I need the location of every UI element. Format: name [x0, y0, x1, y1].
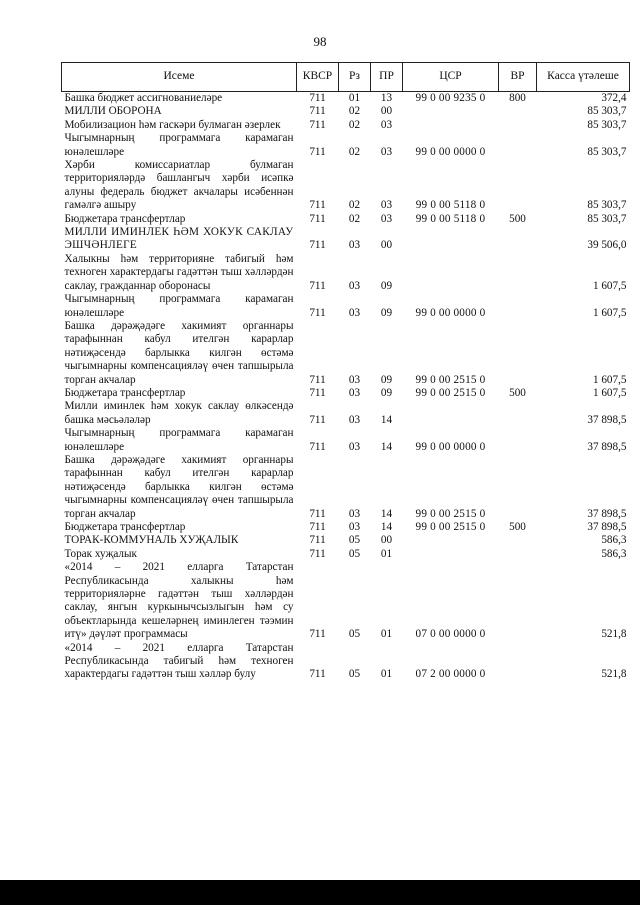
row-csr: 99 0 00 0000 0 — [415, 440, 486, 453]
row-pr: 03 — [380, 212, 393, 225]
table-row — [62, 226, 630, 253]
row-csr — [403, 534, 499, 547]
row-vr — [499, 105, 537, 118]
row-csr — [403, 400, 499, 427]
row-name: Бюджетара трансфертлар — [64, 386, 186, 399]
header-kvsr: КВСР — [297, 63, 339, 92]
row-name: Чыгымнарның программага карамаган юнәлешләре — [64, 427, 294, 453]
row-name: МИЛЛИ ИМИНЛЕК ҺӘМ ХОКУК САКЛАУ ЭШЧӘНЛЕГЕ — [64, 226, 294, 252]
row-rz: 03 — [348, 386, 361, 399]
row-amount: 37 898,5 — [587, 507, 627, 520]
row-pr: 09 — [380, 279, 393, 292]
row-kvsr: 711 — [309, 668, 326, 681]
row-amount: 37 898,5 — [587, 440, 627, 453]
row-pr: 13 — [380, 92, 393, 104]
row-vr: 500 — [509, 386, 526, 399]
row-kvsr: 711 — [309, 628, 326, 641]
row-kvsr: 711 — [309, 92, 326, 104]
row-amount: 85 303,7 — [587, 212, 627, 225]
budget-table — [61, 62, 630, 682]
row-rz: 02 — [348, 105, 361, 118]
row-pr: 14 — [380, 440, 393, 453]
page-number: 98 — [313, 34, 327, 49]
row-rz: 03 — [348, 373, 361, 386]
row-csr: 99 0 00 5118 0 — [415, 212, 486, 225]
row-kvsr: 711 — [309, 279, 326, 292]
row-kvsr: 711 — [309, 521, 326, 533]
row-name: Башка бюджет ассигнованиеләре — [64, 92, 223, 104]
table-row — [62, 534, 630, 547]
row-pr: 03 — [380, 118, 393, 131]
row-amount: 85 303,7 — [587, 105, 627, 118]
row-amount: 85 303,7 — [587, 145, 627, 158]
header-pr: ПР — [371, 63, 403, 92]
table-row — [62, 159, 630, 213]
table-row — [62, 213, 630, 226]
row-rz: 03 — [348, 440, 361, 453]
header-rz: Рз — [339, 63, 371, 92]
row-kvsr: 711 — [309, 145, 326, 158]
row-csr — [403, 105, 499, 118]
row-csr: 99 0 00 5118 0 — [415, 199, 486, 212]
row-pr: 14 — [380, 413, 393, 426]
row-csr — [403, 119, 499, 132]
row-vr — [499, 548, 537, 561]
table-row — [62, 92, 630, 106]
row-csr — [403, 548, 499, 561]
row-name: ТОРАК-КОММУНАЛЬ ХУҖАЛЫК — [64, 534, 239, 547]
row-kvsr: 711 — [309, 386, 326, 399]
row-rz: 03 — [348, 507, 361, 520]
row-rz: 02 — [348, 199, 361, 212]
row-name: «2014 – 2021 елларга Татарстан Республикасында халыкны һәм территорияләрне гадәттән тыш хәлләрдән саклау, янгын куркынычсызлыгын һәм су объектларында кешеләрнең иминлеген тәэмин итү» дәүләт программасы — [64, 561, 294, 641]
row-vr — [499, 159, 537, 213]
row-rz: 03 — [348, 413, 361, 426]
row-name: Милли иминлек һәм хокук саклау өлкәсендә башка мәсьәләләр — [64, 400, 294, 426]
row-kvsr: 711 — [309, 373, 326, 386]
header-name: Исеме — [62, 63, 297, 92]
row-amount: 372,4 — [601, 92, 627, 104]
row-csr — [403, 226, 499, 253]
row-rz: 03 — [348, 279, 361, 292]
row-csr — [403, 253, 499, 293]
row-csr: 07 2 00 0000 0 — [415, 668, 486, 681]
row-vr — [499, 293, 537, 320]
row-pr: 01 — [380, 668, 393, 681]
row-name: Бюджетара трансфертлар — [64, 212, 186, 225]
row-amount: 37 898,5 — [587, 413, 627, 426]
row-vr — [499, 400, 537, 427]
row-pr: 00 — [380, 105, 393, 118]
table-row — [62, 642, 630, 682]
row-name: Торак хуҗалык — [64, 547, 137, 560]
row-kvsr: 711 — [309, 413, 326, 426]
row-amount: 521,8 — [601, 628, 627, 641]
row-name: МИЛЛИ ОБОРОНА — [64, 105, 162, 118]
row-kvsr: 711 — [309, 440, 326, 453]
row-name: Халыкны һәм территорияне табигый һәм техноген характердагы гадәттән тыш хәлләрдән саклау, гражданнар оборонасы — [64, 252, 294, 292]
row-pr: 00 — [380, 239, 393, 252]
row-csr: 99 0 00 2515 0 — [415, 507, 486, 520]
row-vr — [499, 253, 537, 293]
row-kvsr: 711 — [309, 105, 326, 118]
row-amount: 1 607,5 — [592, 306, 627, 319]
header-vr: ВР — [499, 63, 537, 92]
row-amount: 1 607,5 — [592, 279, 627, 292]
row-csr: 99 0 00 9235 0 — [415, 92, 486, 104]
table-row — [62, 119, 630, 132]
table-header-row — [62, 63, 630, 92]
row-vr — [499, 226, 537, 253]
row-amount: 39 506,0 — [587, 239, 627, 252]
scan-bottom-edge — [0, 880, 640, 905]
row-pr: 01 — [380, 628, 393, 641]
row-name: Бюджетара трансфертлар — [64, 521, 186, 533]
header-amount: Касса үтәлеше — [537, 63, 630, 92]
row-vr — [499, 427, 537, 454]
table-row — [62, 400, 630, 427]
row-csr: 99 0 00 2515 0 — [415, 373, 486, 386]
row-pr: 03 — [380, 199, 393, 212]
row-pr: 09 — [380, 373, 393, 386]
row-pr: 14 — [380, 507, 393, 520]
row-rz: 05 — [348, 547, 361, 560]
table-row — [62, 253, 630, 293]
row-csr: 99 0 00 2515 0 — [415, 521, 486, 533]
row-vr: 500 — [509, 521, 526, 533]
table-row — [62, 320, 630, 387]
row-vr — [499, 132, 537, 159]
row-vr — [499, 534, 537, 547]
row-csr: 07 0 00 0000 0 — [415, 628, 486, 641]
row-amount: 37 898,5 — [587, 521, 627, 533]
table-row — [62, 105, 630, 118]
row-rz: 03 — [348, 521, 361, 533]
row-vr — [499, 561, 537, 641]
row-name: «2014 – 2021 елларга Татарстан Республикасында табигый һәм техноген характердагы гадәттән тыш хәлләр булу — [64, 641, 294, 681]
table-row — [62, 521, 630, 534]
row-name: Башка дәрәҗәдәге хакимият органнары тарафыннан кабул ителгән карарлар нәтиҗәсендә барлыкка килгән өстәмә чыгымнарны компенсацияләү өчен тапшырыла торган акчалар — [64, 319, 294, 386]
row-kvsr: 711 — [309, 547, 326, 560]
row-vr — [499, 119, 537, 132]
row-kvsr: 711 — [309, 306, 326, 319]
table-row — [62, 548, 630, 561]
row-rz: 02 — [348, 118, 361, 131]
row-pr: 01 — [380, 547, 393, 560]
row-csr: 99 0 00 2515 0 — [415, 386, 486, 399]
row-name: Хәрби комиссариатлар булмаган территорияләрдә башлангыч хәрби исәпкә алуны федераль бюджет акчалары исәбеннән гамәлгә ашыру — [64, 159, 294, 212]
row-pr: 03 — [380, 145, 393, 158]
row-amount: 521,8 — [601, 668, 627, 681]
row-kvsr: 711 — [309, 534, 326, 547]
row-amount: 1 607,5 — [592, 386, 627, 399]
row-rz: 02 — [348, 212, 361, 225]
row-rz: 05 — [348, 534, 361, 547]
table-row — [62, 132, 630, 159]
row-vr — [499, 642, 537, 682]
row-kvsr: 711 — [309, 199, 326, 212]
row-name: Башка дәрәҗәдәге хакимият органнары тарафыннан кабул ителгән карарлар нәтиҗәсендә барлыкка килгән өстәмә чыгымнарны компенсацияләү өчен тапшырыла торган акчалар — [64, 453, 294, 520]
row-csr: 99 0 00 0000 0 — [415, 145, 486, 158]
row-pr: 14 — [380, 521, 393, 533]
row-vr — [499, 454, 537, 521]
row-vr — [499, 320, 537, 387]
row-amount: 85 303,7 — [587, 118, 627, 131]
table-row — [62, 561, 630, 641]
row-pr: 09 — [380, 306, 393, 319]
row-amount: 586,3 — [601, 534, 627, 547]
row-kvsr: 711 — [309, 212, 326, 225]
row-pr: 09 — [380, 386, 393, 399]
row-vr: 500 — [509, 212, 526, 225]
row-name: Чыгымнарның программага карамаган юнәлешләре — [64, 132, 294, 158]
row-rz: 03 — [348, 306, 361, 319]
row-kvsr: 711 — [309, 118, 326, 131]
table-row — [62, 387, 630, 400]
row-rz: 03 — [348, 239, 361, 252]
row-vr: 800 — [509, 92, 526, 104]
row-name: Чыгымнарның программага карамаган юнәлешләре — [64, 293, 294, 319]
header-csr: ЦСР — [403, 63, 499, 92]
row-rz: 01 — [348, 92, 361, 104]
row-rz: 02 — [348, 145, 361, 158]
row-kvsr: 711 — [309, 239, 326, 252]
table-row — [62, 454, 630, 521]
row-pr: 00 — [380, 534, 393, 547]
row-amount: 1 607,5 — [592, 373, 627, 386]
row-name: Мобилизацион һәм гаскәри булмаган әзерлек — [64, 118, 281, 131]
row-amount: 85 303,7 — [587, 199, 627, 212]
table-row — [62, 427, 630, 454]
row-csr: 99 0 00 0000 0 — [415, 306, 486, 319]
table-row — [62, 293, 630, 320]
row-rz: 05 — [348, 628, 361, 641]
row-kvsr: 711 — [309, 507, 326, 520]
row-amount: 586,3 — [601, 547, 627, 560]
row-rz: 05 — [348, 668, 361, 681]
